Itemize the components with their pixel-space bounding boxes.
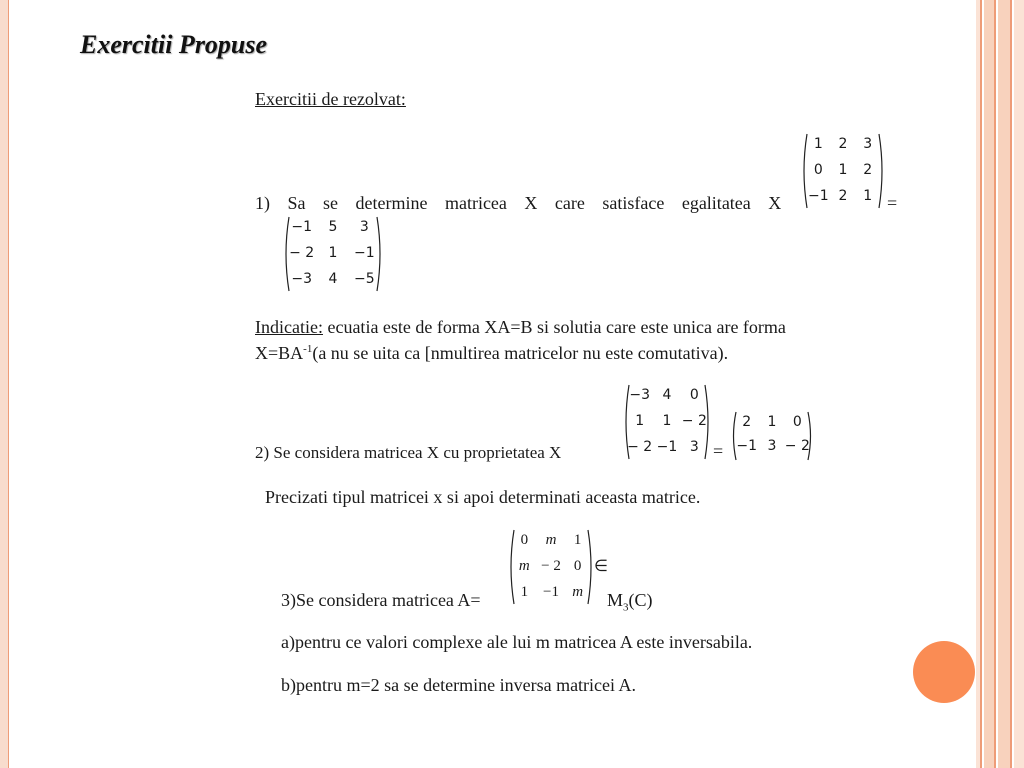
matrix-cell: 3 — [689, 439, 699, 455]
matrix-cell: −1 — [543, 584, 559, 600]
matrix-cell: 4 — [662, 387, 672, 403]
matrix-cell: 0 — [792, 414, 802, 430]
matrix-cell: 4 — [328, 271, 338, 287]
matrix-cell: 0 — [573, 558, 582, 574]
ex2-equals: = — [713, 441, 724, 461]
matrix-cell: 1 — [813, 136, 823, 152]
matrix-cell: −1 — [656, 439, 678, 455]
matrix-cell: −1 — [808, 188, 829, 204]
matrix-cell: 3 — [863, 136, 873, 152]
left-border-stripe — [0, 0, 9, 768]
matrix-cell: −3 — [629, 387, 650, 403]
matrix-cell: m — [572, 584, 584, 600]
hint-superscript: -1 — [303, 343, 313, 355]
ex2-follow-up: Precizati tipul matricei x si apoi determinati aceasta matrice. — [265, 487, 701, 507]
ex3-set-post: (C) — [628, 590, 653, 610]
hint-line1: ecuatia este de forma XA=B si solutia care este unica are forma — [322, 317, 786, 337]
ex2-matrix-a-grid — [626, 385, 708, 463]
matrix-cell: − 2 — [627, 439, 653, 455]
matrix-cell: − 2 — [681, 413, 707, 429]
matrix-cell: − 2 — [289, 245, 315, 261]
matrix-cell: 1 — [838, 162, 848, 178]
ex2-statement: 2) Se considera matricea X cu proprietatea X — [255, 443, 562, 462]
ex3-matrix-grid — [511, 530, 591, 608]
matrix-cell: 1 — [635, 413, 645, 429]
ex1-matrix-b — [282, 215, 384, 293]
matrix-cell: −1 — [736, 438, 757, 454]
ex3-set-sub: 3 — [623, 601, 629, 614]
ex1-equals: = — [887, 193, 898, 213]
matrix-cell: 1 — [573, 532, 582, 548]
matrix-cell: − 2 — [541, 558, 561, 574]
matrix-cell: 0 — [813, 162, 823, 178]
hint-paragraph — [255, 316, 899, 364]
matrix-cell: 0 — [689, 387, 699, 403]
ex3-part-b: b)pentru m=2 sa se determine inversa matricei A. — [281, 675, 637, 695]
matrix-cell: m — [545, 532, 557, 548]
slide-title: Exercitii Propuse — [80, 30, 268, 59]
matrix-cell: 0 — [520, 532, 529, 548]
matrix-cell: 1 — [767, 414, 777, 430]
ex2-matrix-b — [730, 410, 814, 462]
matrix-cell: 1 — [662, 413, 672, 429]
decorative-orange-circle — [913, 641, 975, 703]
ex3-part-a: a)pentru ce valori complexe ale lui m matricea A este inversabila. — [281, 632, 753, 652]
matrix-cell: m — [518, 558, 530, 574]
ex3-matrix — [507, 528, 595, 606]
matrix-cell: 2 — [742, 414, 752, 430]
hint-label: Indicatie: — [255, 317, 323, 337]
ex2-matrix-a — [622, 383, 712, 461]
matrix-cell: 3 — [767, 438, 777, 454]
matrix-cell: 1 — [863, 188, 873, 204]
matrix-cell: −3 — [291, 271, 312, 287]
matrix-cell: −1 — [291, 219, 312, 235]
ex1-matrix-a — [800, 132, 886, 210]
matrix-cell: −5 — [354, 271, 375, 287]
section-heading: Exercitii de rezolvat: — [255, 89, 406, 109]
ex3-statement: 3)Se considera matricea A= — [281, 590, 481, 610]
ex3-belongs-symbol: ∈ — [594, 558, 608, 575]
matrix-cell: 2 — [863, 162, 873, 178]
matrix-cell: −1 — [354, 245, 375, 261]
matrix-cell: 2 — [838, 188, 848, 204]
ex3-set — [607, 590, 653, 614]
hint-line2-post: (a nu se uita ca [nmultirea matricelor nu este comutativa). — [312, 343, 729, 363]
right-border-stripes — [976, 0, 1024, 768]
ex1-matrix-b-grid — [286, 217, 380, 295]
matrix-cell: 2 — [838, 136, 848, 152]
matrix-cell: 1 — [328, 245, 338, 261]
matrix-cell: 3 — [359, 219, 369, 235]
matrix-cell: − 2 — [784, 438, 810, 454]
matrix-cell: 1 — [520, 584, 529, 600]
matrix-cell: 5 — [328, 219, 338, 235]
hint-line2-pre: X=BA — [255, 343, 304, 363]
ex2-matrix-b-grid — [734, 412, 810, 460]
ex3-set-pre: M — [607, 590, 624, 610]
ex1-matrix-a-grid — [806, 134, 880, 212]
ex1-statement: 1) Sa se determine matricea X care satisface egalitatea X — [255, 193, 782, 213]
